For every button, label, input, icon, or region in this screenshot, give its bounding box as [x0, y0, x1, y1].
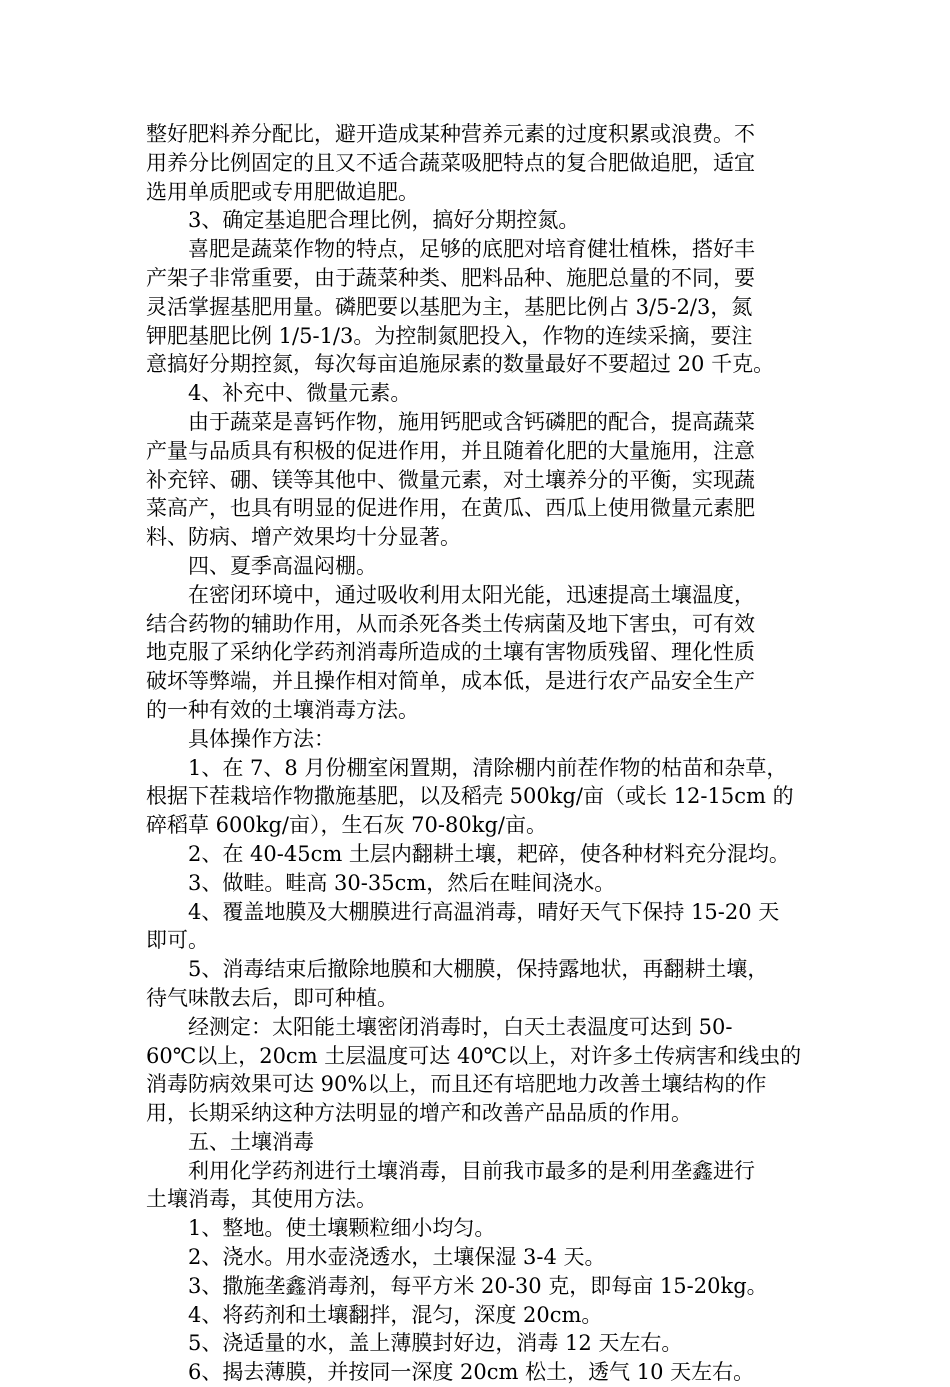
text-line: 用养分比例固定的且又不适合蔬菜吸肥特点的复合肥做追肥，适宜	[146, 150, 755, 175]
text-line: 喜肥是蔬菜作物的特点，足够的底肥对培育健壮植株，搭好丰	[188, 237, 755, 262]
text-line: 4、补充中、微量元素。	[188, 381, 412, 406]
text-line: 6、揭去薄膜，并按同一深度 20cm 松土，透气 10 天左右。	[188, 1360, 755, 1385]
text-line: 灵活掌握基肥用量。磷肥要以基肥为主，基肥比例占 3/5-2/3，氮	[146, 294, 753, 319]
text-line: 产量与品质具有积极的促进作用，并且随着化肥的大量施用，注意	[146, 438, 755, 463]
text-line: 在密闭环境中，通过吸收利用太阳光能，迅速提高土壤温度，	[188, 582, 755, 607]
text-line: 5、浇适量的水，盖上薄膜封好边，消毒 12 天左右。	[188, 1331, 683, 1356]
text-line: 菜高产，也具有明显的促进作用，在黄瓜、西瓜上使用微量元素肥	[146, 496, 755, 521]
text-line: 2、浇水。用水壶浇透水，土壤保湿 3-4 天。	[188, 1245, 606, 1270]
text-line: 即可。	[146, 928, 209, 953]
text-line: 4、将药剂和土壤翻拌，混匀，深度 20cm。	[188, 1302, 603, 1327]
text-line: 选用单质肥或专用肥做追肥。	[146, 179, 419, 204]
text-line: 用，长期采纳这种方法明显的增产和改善产品品质的作用。	[146, 1101, 692, 1126]
text-line: 钾肥基肥比例 1/5-1/3。为控制氮肥投入，作物的连续采摘，要注	[146, 323, 753, 348]
document-body	[146, 120, 806, 1387]
text-line: 五、土壤消毒	[188, 1129, 314, 1154]
text-line: 经测定：太阳能土壤密闭消毒时，白天土表温度可达到 50-	[188, 1014, 733, 1039]
text-line: 整好肥料养分配比，避开造成某种营养元素的过度积累或浪费。不	[146, 122, 755, 146]
text-line: 4、覆盖地膜及大棚膜进行高温消毒，晴好天气下保持 15-20 天	[188, 899, 780, 924]
text-line: 3、撒施垄鑫消毒剂，每平方米 20-30 克，即每亩 15-20kg。	[188, 1273, 768, 1298]
text-line: 地克服了采纳化学药剂消毒所造成的土壤有害物质残留、理化性质	[146, 640, 755, 665]
text-line: 1、在 7、8 月份棚室闲置期，清除棚内前茬作物的枯苗和杂草，	[188, 755, 788, 780]
text-line: 土壤消毒，其使用方法。	[146, 1187, 377, 1212]
text-line: 由于蔬菜是喜钙作物，施用钙肥或含钙磷肥的配合，提高蔬菜	[188, 409, 755, 434]
text-line: 意搞好分期控氮，每次每亩追施尿素的数量最好不要超过 20 千克。	[146, 352, 775, 377]
text-line: 3、确定基追肥合理比例，搞好分期控氮。	[188, 208, 580, 233]
text-line: 消毒防病效果可达 90%以上，而且还有培肥地力改善土壤结构的作	[146, 1072, 767, 1097]
text-line: 碎稻草 600kg/亩），生石灰 70-80kg/亩。	[146, 813, 547, 838]
text-line: 料、防病、增产效果均十分显著。	[146, 525, 461, 550]
text-line: 破坏等弊端，并且操作相对简单，成本低，是进行农产品安全生产	[146, 669, 755, 694]
text-line: 具体操作方法：	[188, 726, 335, 751]
text-line: 1、整地。使土壤颗粒细小均匀。	[188, 1216, 496, 1241]
text-line: 60℃以上，20cm 土层温度可达 40℃以上，对许多土传病害和线虫的	[146, 1043, 802, 1068]
text-line: 产架子非常重要，由于蔬菜种类、肥料品种、施肥总量的不同，要	[146, 265, 755, 290]
text-line: 2、在 40-45cm 土层内翻耕土壤，耙碎，使各种材料充分混均。	[188, 841, 790, 866]
text-line: 利用化学药剂进行土壤消毒，目前我市最多的是利用垄鑫进行	[188, 1158, 755, 1183]
text-line: 的一种有效的土壤消毒方法。	[146, 697, 419, 722]
text-line: 5、消毒结束后撤除地膜和大棚膜，保持露地状，再翻耕土壤，	[188, 957, 769, 982]
text-line: 3、做畦。畦高 30-35cm，然后在畦间浇水。	[188, 870, 616, 895]
text-line: 四、夏季高温闷棚。	[188, 553, 377, 578]
text-line: 待气味散去后，即可种植。	[146, 985, 398, 1010]
text-line: 结合药物的辅助作用，从而杀死各类土传病菌及地下害虫，可有效	[146, 611, 755, 636]
text-line: 根据下茬栽培作物撒施基肥，以及稻壳 500kg/亩（或长 12-15cm 的	[146, 784, 794, 809]
text-line: 补充锌、硼、镁等其他中、微量元素，对土壤养分的平衡，实现蔬	[146, 467, 755, 492]
